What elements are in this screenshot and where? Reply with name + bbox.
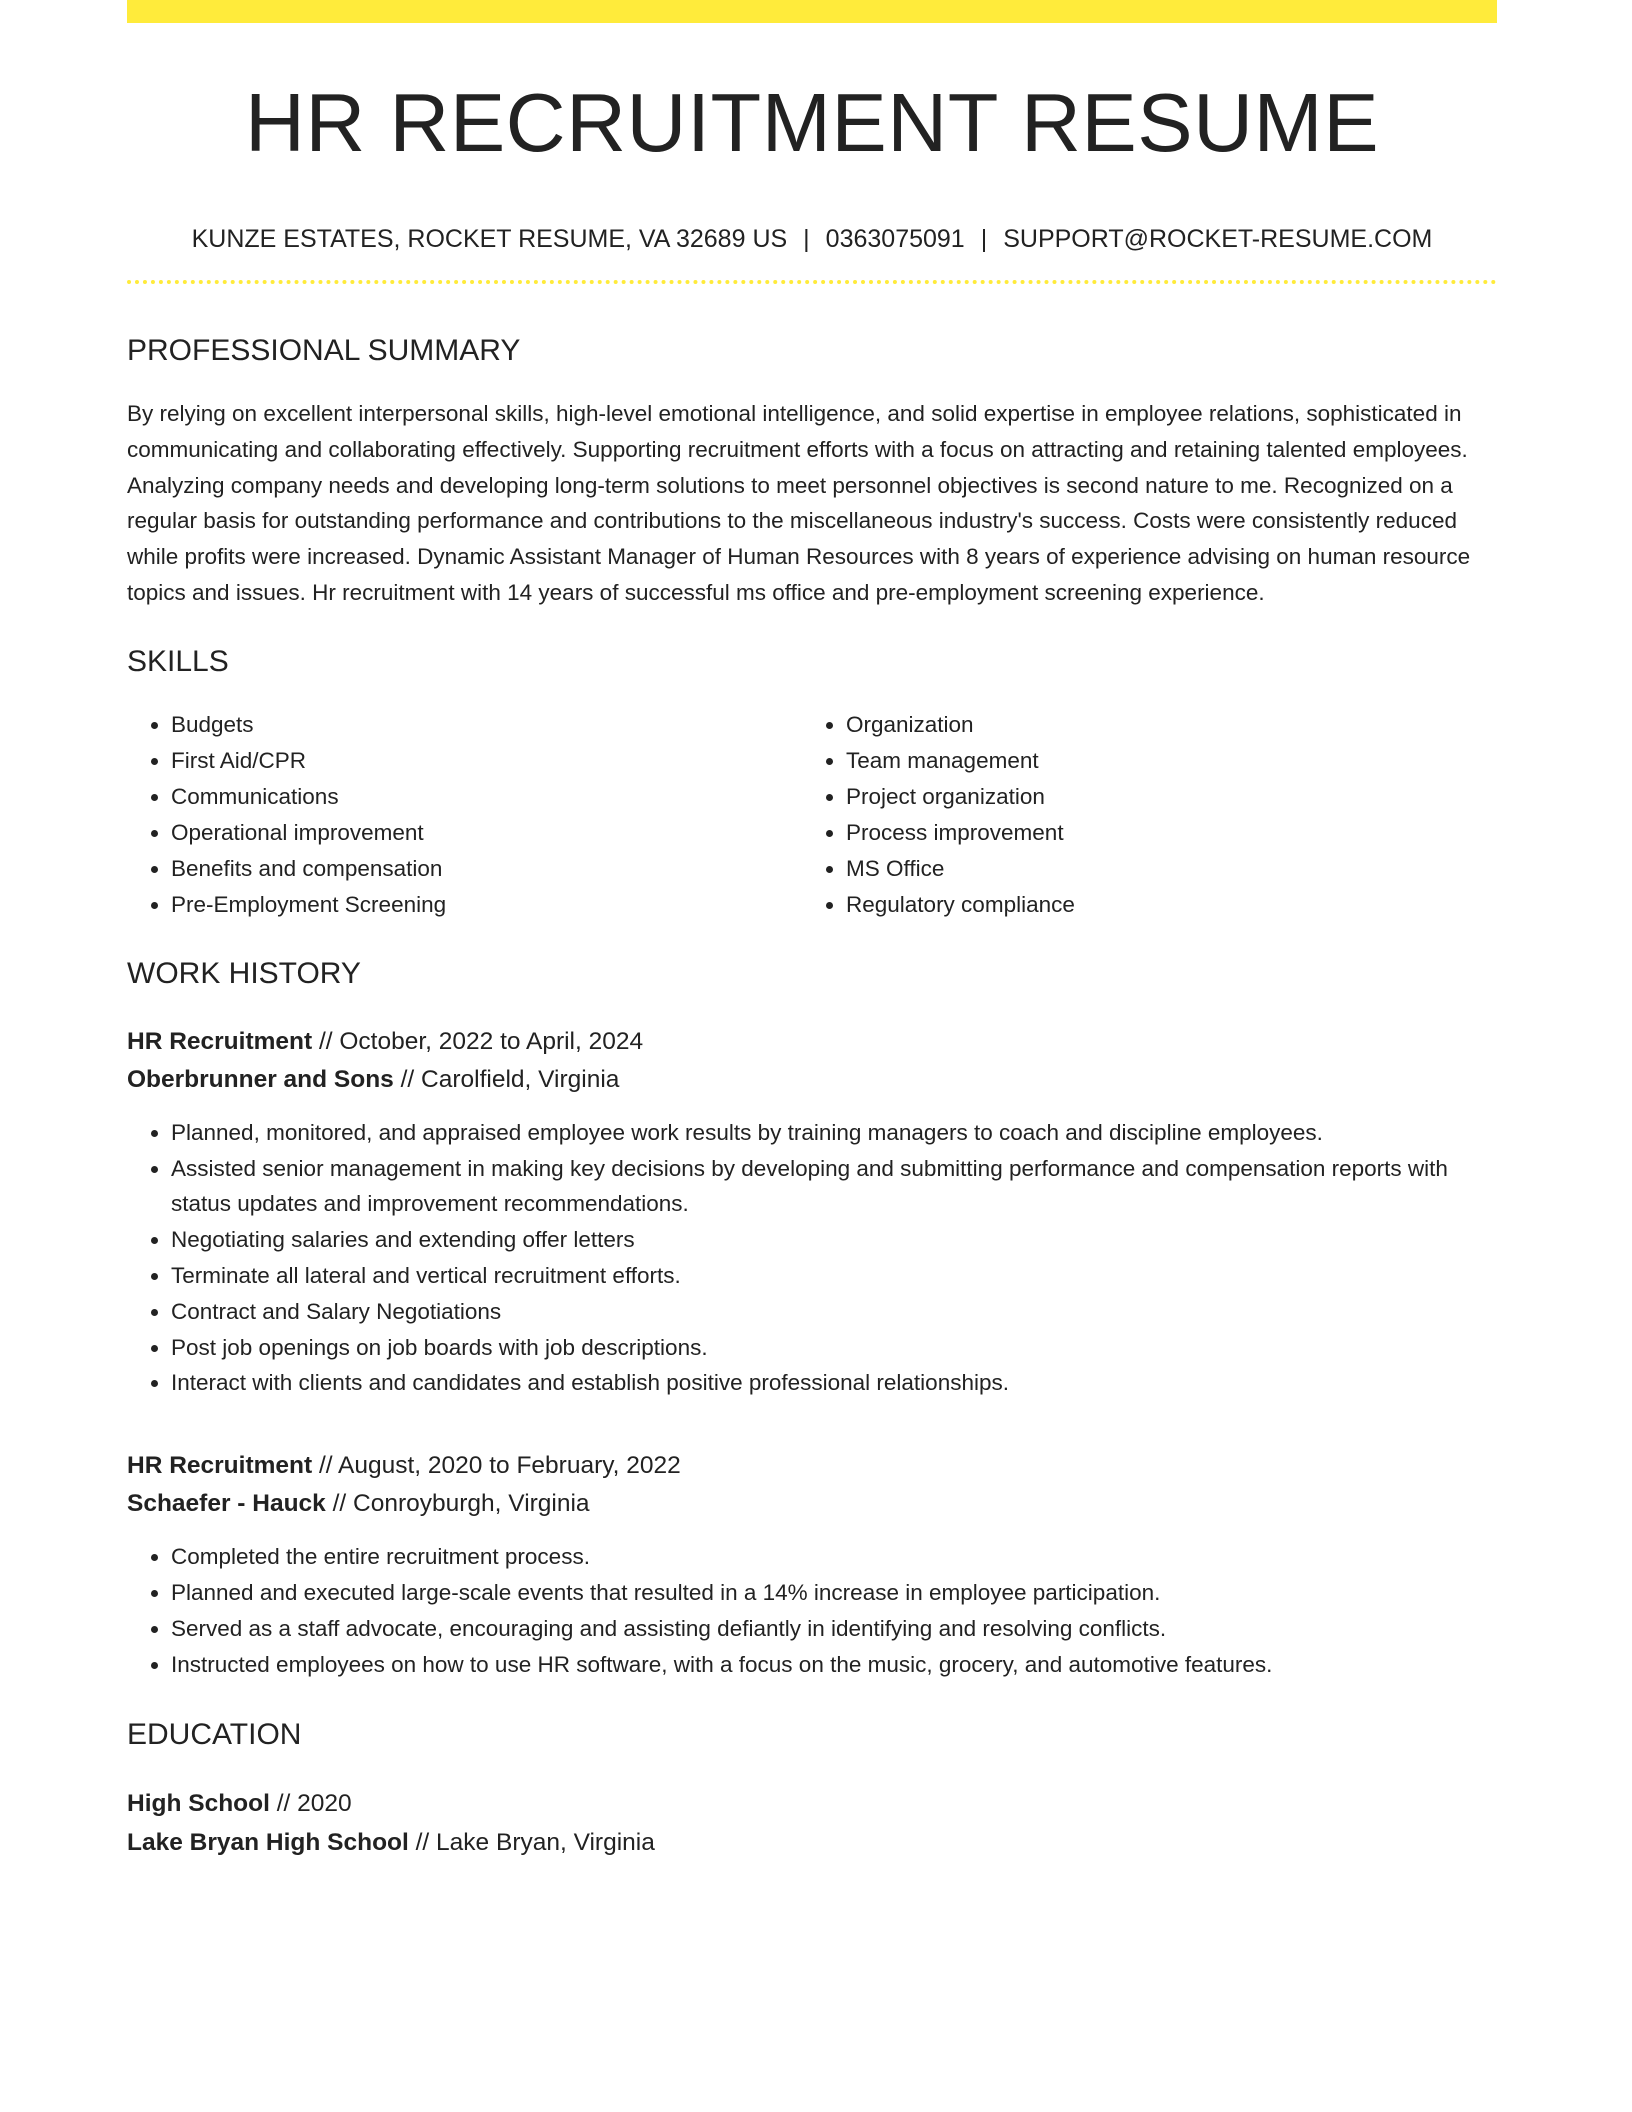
job-bullet: • Interact with clients and candidates and establish positive professional relationships. — [171, 1365, 1497, 1401]
skill-item: • Regulatory compliance — [846, 887, 1477, 923]
education-degree-line — [127, 1784, 1497, 1823]
education-school-line — [127, 1823, 1497, 1862]
job-bullet: • Assisted senior management in making key decisions by developing and submitting performance and compensation reports with status updates and improvement recommendations. — [171, 1151, 1497, 1223]
skill-item: • MS Office — [846, 851, 1477, 887]
contact-line — [127, 227, 1497, 252]
skill-item: • Project organization — [846, 779, 1477, 815]
education-degree: High School — [127, 1790, 270, 1818]
contact-separator: | — [803, 225, 810, 253]
skill-item: • Operational improvement — [171, 815, 802, 851]
job-entry — [127, 1023, 1497, 1401]
job-bullet: • Post job openings on job boards with job descriptions. — [171, 1330, 1497, 1366]
job-dates: // August, 2020 to February, 2022 — [312, 1452, 681, 1480]
job-bullets — [127, 1539, 1497, 1682]
job-bullet: • Negotiating salaries and extending offer letters — [171, 1222, 1497, 1258]
skill-item: • Process improvement — [846, 815, 1477, 851]
job-title: HR Recruitment — [127, 1027, 313, 1055]
summary-text: By relying on excellent interpersonal skills, high-level emotional intelligence, and solid expertise in employee relations, sophisticated in communicating and collaborating effectively. Supporting recruitment efforts with a focus on attracting and retaining talented employees. Analyzing company needs and developing long-term solutions to meet personnel objectives is second nature to me. Recognized on a regular basis for outstanding performance and contributions to the miscellaneous industry's success. Costs were consistently reduced while profits were increased. Dynamic Assistant Manager of Human Resources with 8 years of experience advising on human resource topics and issues. Hr recruitment with 14 years of successful ms office and pre-employment screening experience. — [127, 401, 1471, 605]
job-location: // Carolfield, Virginia — [393, 1065, 620, 1093]
job-title: HR Recruitment — [127, 1452, 313, 1480]
job-company: Oberbrunner and Sons — [127, 1065, 394, 1093]
contact-phone: 0363075091 — [825, 225, 965, 253]
job-title-line — [127, 1447, 1497, 1485]
job-dates: // October, 2022 to April, 2024 — [312, 1027, 644, 1055]
skills-heading: SKILLS — [127, 644, 229, 678]
job-entry — [127, 1447, 1497, 1682]
skill-item: • First Aid/CPR — [171, 743, 802, 779]
contact-address: KUNZE ESTATES, ROCKET RESUME, VA 32689 US — [191, 225, 788, 253]
job-bullet: • Planned and executed large-scale events that resulted in a 14% increase in employee participation. — [171, 1575, 1497, 1611]
education-entry — [127, 1784, 1497, 1862]
skill-item: • Communications — [171, 779, 802, 815]
contact-separator: | — [980, 225, 988, 253]
skill-item: • Organization — [846, 707, 1477, 743]
job-title-line — [127, 1023, 1497, 1061]
job-bullets — [127, 1115, 1497, 1401]
education-year: // 2020 — [269, 1790, 352, 1818]
job-bullet: • Completed the entire recruitment process. — [171, 1539, 1497, 1575]
resume-title: HR RECRUITMENT RESUME — [244, 76, 1380, 169]
job-company-line — [127, 1485, 1497, 1523]
resume-page — [127, 0, 1497, 1862]
skill-item: • Pre-Employment Screening — [171, 887, 802, 923]
job-bullet: • Planned, monitored, and appraised employee work results by training managers to coach and discipline employees. — [171, 1115, 1497, 1151]
job-company: Schaefer - Hauck — [127, 1490, 326, 1518]
skill-item: • Team management — [846, 743, 1477, 779]
summary-heading: PROFESSIONAL SUMMARY — [127, 334, 521, 367]
education-location: // Lake Bryan, Virginia — [408, 1829, 655, 1857]
skill-item: • Benefits and compensation — [171, 851, 802, 887]
education-heading: EDUCATION — [127, 1718, 302, 1752]
job-bullet: • Served as a staff advocate, encouraging and assisting defiantly in identifying and resolving conflicts. — [171, 1611, 1497, 1647]
job-bullet: • Contract and Salary Negotiations — [171, 1294, 1497, 1330]
skills-list-right — [802, 707, 1477, 923]
job-bullet: • Terminate all lateral and vertical recruitment efforts. — [171, 1258, 1497, 1294]
skill-item: • Budgets — [171, 707, 802, 743]
education-school: Lake Bryan High School — [127, 1829, 409, 1857]
accent-top-bar — [127, 0, 1497, 23]
skills-grid — [127, 707, 1497, 923]
dotted-divider — [127, 280, 1497, 284]
job-bullet: • Instructed employees on how to use HR software, with a focus on the music, grocery, and automotive features. — [171, 1647, 1497, 1683]
job-location: // Conroyburgh, Virginia — [325, 1490, 590, 1518]
contact-email: SUPPORT@ROCKET-RESUME.COM — [1003, 225, 1433, 253]
work-history-heading: WORK HISTORY — [127, 956, 361, 990]
job-company-line — [127, 1061, 1497, 1099]
skills-list-left — [127, 707, 802, 923]
